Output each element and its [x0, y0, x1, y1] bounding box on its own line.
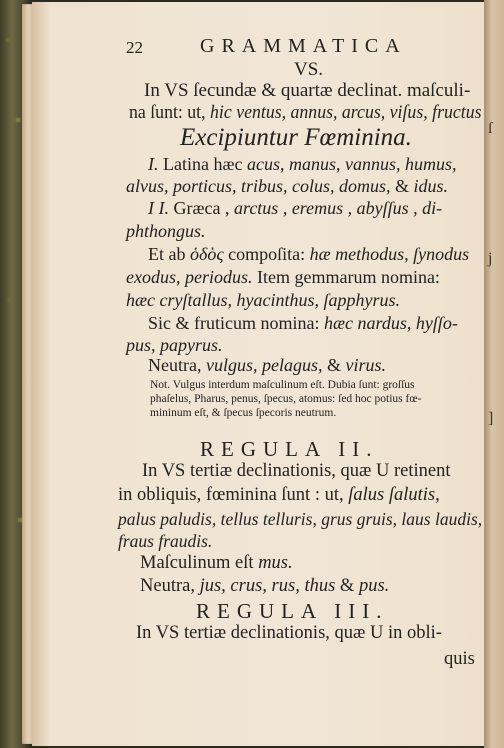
- roman-text: In VS tertiæ declinationis, quæ U retinent: [142, 461, 451, 481]
- roman-text: Item gemmarum nomina:: [252, 267, 440, 287]
- margin-fragment: j: [488, 250, 493, 267]
- italic-text: mus.: [258, 553, 293, 573]
- running-title: GRAMMATICA: [200, 35, 407, 57]
- roman-text: &: [322, 355, 346, 375]
- text-line-6: [126, 221, 206, 242]
- italic-text: vulgus, pelagus,: [205, 355, 323, 375]
- page-number: 22: [126, 38, 143, 57]
- note-line-2: phaſelus, Pharus, penus, ſpecus, atomus: ſed hoc potius fœ-: [150, 393, 422, 405]
- italic-text: hæ methodus, ſynodus: [309, 244, 470, 264]
- italic-text: acus, manus, vannus, humus,: [246, 154, 457, 174]
- roman-text: in obliquis, fœminina ſunt : ut,: [118, 485, 349, 505]
- rule-line-6: [140, 576, 389, 597]
- title-vs: VS.: [294, 59, 324, 80]
- next-page-edge: [484, 0, 504, 748]
- roman-text: Græca ,: [169, 198, 234, 218]
- text-line-1: [144, 80, 470, 102]
- roman-text: Neutra,: [148, 355, 206, 375]
- rule-line-5: [140, 553, 293, 574]
- roman-text: na ſunt: ut,: [129, 102, 211, 123]
- margin-fragment: ſ: [488, 120, 493, 137]
- roman-text: In VS ſecundæ & quartæ declinat. maſculi-: [144, 80, 471, 101]
- text-line-5: [148, 198, 442, 219]
- text-line-2: [129, 102, 482, 124]
- book-page: [32, 2, 484, 746]
- roman-text: In VS tertiæ declinationis, quæ U in obli-: [136, 623, 442, 643]
- italic-text: alvus, porticus, tribus, colus, domus,: [126, 176, 391, 196]
- italic-text: hæc nardus, hyſſo-: [323, 313, 458, 333]
- italic-text: palus paludis, tellus telluris, grus gruis, laus laudis,: [118, 509, 483, 529]
- rule-line-3: [118, 509, 482, 530]
- italic-text: jus, crus, rus, thus: [199, 576, 336, 596]
- roman-text: Sic & fruticum nomina:: [148, 313, 324, 333]
- italic-text: idus.: [413, 176, 449, 196]
- roman-text: Neutra,: [140, 576, 200, 596]
- note-line-1: Not. Vulgus interdum maſculinum eſt. Dubia ſunt: groſſus: [150, 379, 415, 391]
- text-line-9: [126, 290, 400, 311]
- note-line-3: mininum eſt, & ſpecus ſpecoris neutrum.: [150, 407, 337, 419]
- roman-text: &: [335, 576, 359, 596]
- roman-text: Latina hæc: [158, 154, 247, 174]
- italic-text: fraus fraudis.: [118, 531, 213, 551]
- rule-line-1: [142, 461, 450, 482]
- rule-line-2: [118, 485, 440, 506]
- rule-line-7: [136, 623, 442, 644]
- rule-line-8: [444, 649, 475, 670]
- italic-text: I I.: [148, 198, 169, 218]
- italic-text: hæc cryſtallus, hyacinthus, ſapphyrus.: [126, 290, 400, 310]
- roman-text: &: [390, 176, 414, 196]
- text-line-10: [148, 313, 458, 334]
- italic-text: exodus, periodus.: [126, 267, 253, 287]
- italic-text: pus.: [358, 576, 390, 596]
- italic-text: pus, papyrus.: [126, 335, 223, 355]
- italic-text: ὁδὸς: [190, 244, 224, 264]
- rule-line-4: [118, 531, 212, 552]
- italic-text: phthongus.: [126, 221, 206, 241]
- text-line-3: [148, 154, 456, 175]
- text-line-4: [126, 176, 448, 197]
- text-line-8: [126, 267, 440, 288]
- heading-excipiuntur: Excipiuntur Fœminina.: [180, 124, 412, 151]
- text-line-12: [148, 355, 386, 376]
- italic-text: ſalus ſalutis,: [348, 485, 440, 505]
- text-line-11: [126, 335, 223, 356]
- italic-text: I.: [148, 154, 159, 174]
- roman-text: Maſculinum eſt: [140, 553, 259, 573]
- heading-regula-3: REGULA III.: [196, 599, 389, 623]
- margin-fragment: ]: [488, 410, 494, 427]
- roman-text: quis: [444, 649, 475, 669]
- italic-text: virus.: [345, 355, 386, 375]
- heading-regula-2: REGULA II.: [200, 437, 379, 461]
- text-line-7: [148, 244, 469, 265]
- roman-text: compoſita:: [223, 244, 310, 264]
- roman-text: Et ab: [148, 244, 190, 264]
- italic-text: hic ventus, annus, arcus, viſus, fructus: [210, 102, 482, 123]
- italic-text: arctus , eremus , abyſſus , di-: [233, 198, 443, 218]
